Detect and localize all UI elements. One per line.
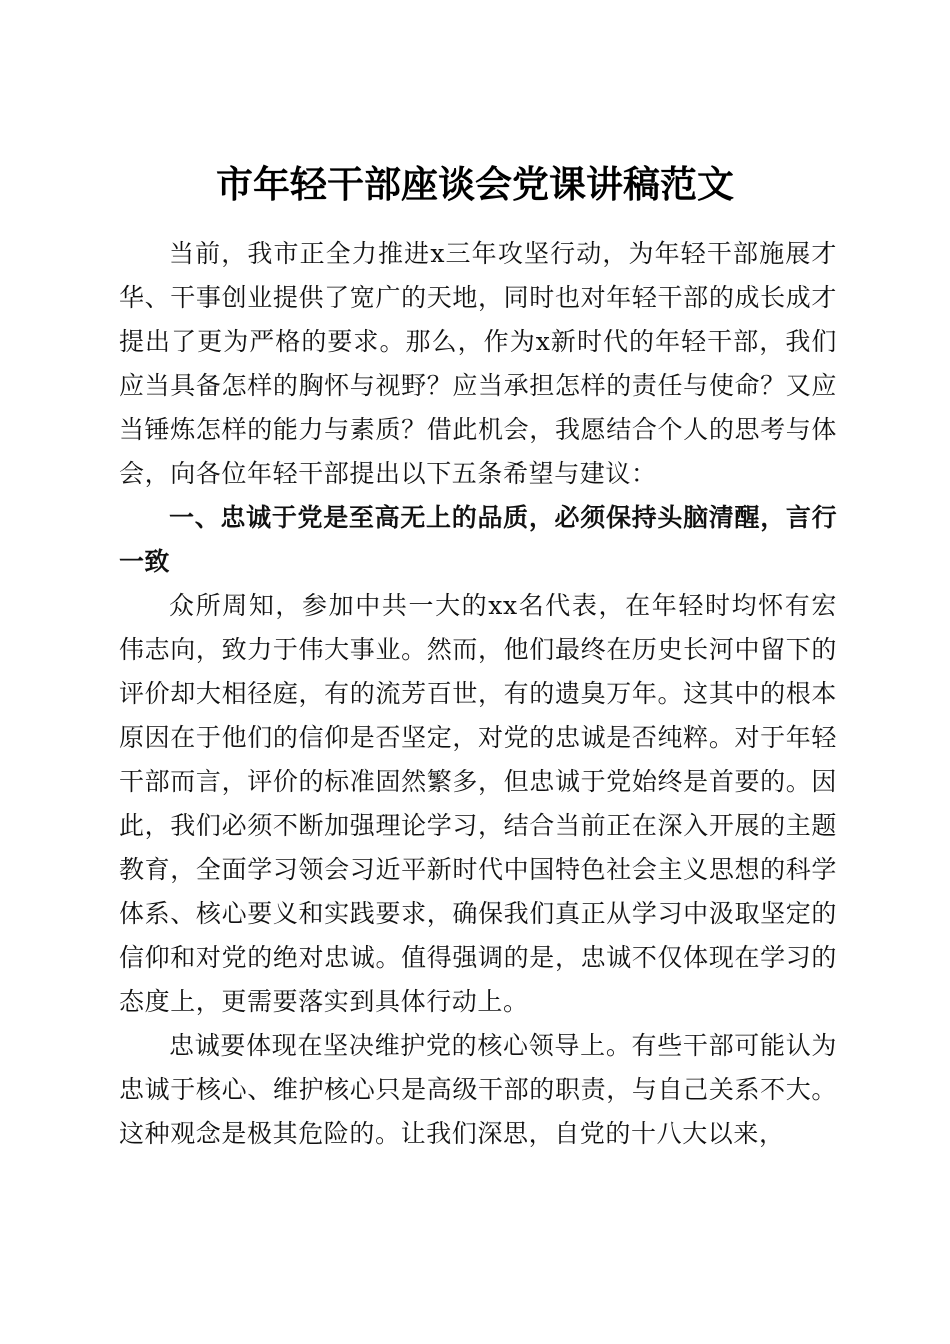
section-heading-1: 一、忠诚于党是至高无上的品质，必须保持头脑清醒，言行一致 <box>119 503 837 576</box>
document-title: 市年轻干部座谈会党课讲稿范文 <box>216 161 734 206</box>
intro-paragraph: 当前，我市正全力推进x三年攻坚行动，为年轻干部施展才华、干事创业提供了宽广的天地，同时也对年轻干部的成长成才提出了更为严格的要求。那么，作为x新时代的年轻干部，我们应当具备怎样的胸怀与视野？应当承担怎样的责任与使命？又应当锤炼怎样的能力与素质？借此机会，我愿结合个人的思考与体会，向各位年轻干部提出以下五条希望与建议： <box>119 239 837 488</box>
body-paragraph-2: 忠诚要体现在坚决维护党的核心领导上。有些干部可能认为忠诚于核心、维护核心只是高级干部的职责，与自己关系不大。这种观念是极其危险的。让我们深思，自党的十八大以来， <box>119 1031 837 1148</box>
document-body <box>119 232 837 1156</box>
body-paragraph-1: 众所周知，参加中共一大的xx名代表，在年轻时均怀有宏伟志向，致力于伟大事业。然而，他们最终在历史长河中留下的评价却大相径庭，有的流芳百世，有的遗臭万年。这其中的根本原因在于他们的信仰是否坚定，对党的忠诚是否纯粹。对于年轻干部而言，评价的标准固然繁多，但忠诚于党始终是首要的。因此，我们必须不断加强理论学习，结合当前正在深入开展的主题教育，全面学习领会习近平新时代中国特色社会主义思想的科学体系、核心要义和实践要求，确保我们真正从学习中汲取坚定的信仰和对党的绝对忠诚。值得强调的是，忠诚不仅体现在学习的态度上，更需要落实到具体行动上。 <box>119 591 837 1016</box>
